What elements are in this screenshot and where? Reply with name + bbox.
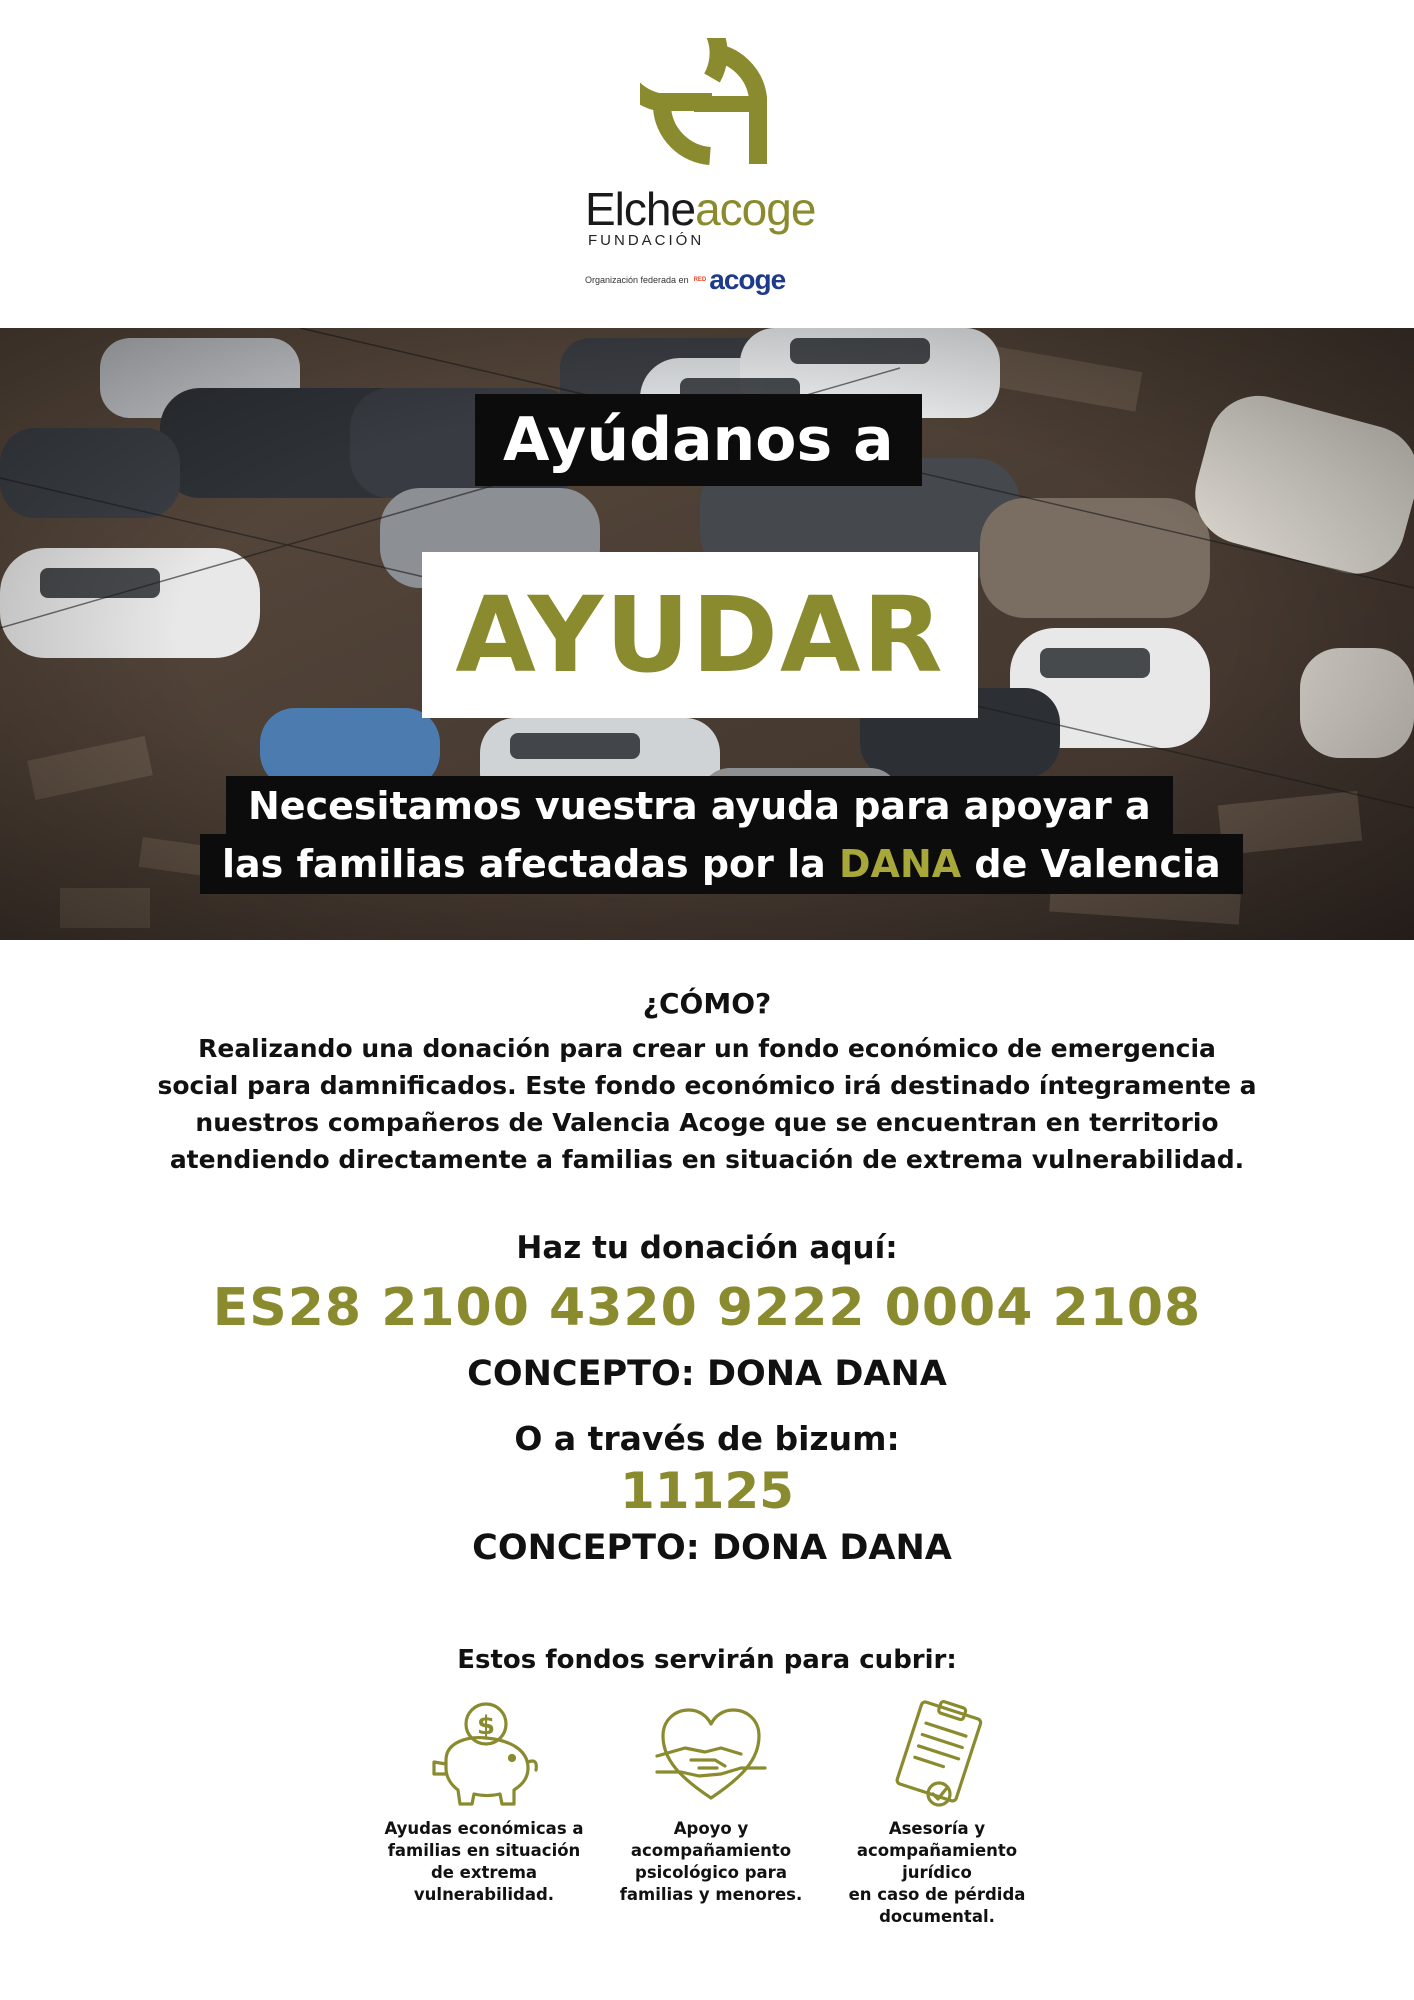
clipboard-check-icon [877,1698,997,1810]
hero-headline: Ayúdanos a [475,394,922,486]
feature-legal-advice-text: Asesoría y acompañamiento jurídico en caso de pérdida documental. [848,1819,1026,1926]
brand-name: Elcheacoge [585,183,816,235]
bizum-concept: CONCEPTO: DONA DANA [472,1528,952,1568]
bank-concept: CONCEPTO: DONA DANA [467,1354,947,1394]
federation-text: Organización federada en [585,275,689,285]
brand-subtitle: FUNDACIÓN [588,232,705,249]
feature-legal-advice [822,1698,1052,1928]
bizum-title: O a través de bizum: [514,1419,900,1458]
hero-main-word: AYUDAR [422,552,978,718]
elche-acoge-logo-mark [640,38,780,168]
federation-line [585,262,785,298]
red-acoge-logo: acoge [709,264,786,295]
donation-title: Haz tu donación aquí: [516,1230,898,1266]
heart-handshake-icon [651,1698,771,1810]
logo-header [0,0,1414,330]
svg-text:$: $ [476,1711,496,1741]
feature-psychological-support-text: Apoyo y acompañamiento psicológico para familias y menores. [619,1819,803,1904]
feature-psychological-support [596,1698,826,1906]
how-description: Realizando una donación para crear un fondo económico de emergencia social para damnificados. Este fondo económico irá destinado íntegramente a nuestros compañeros de Valencia Acoge que se encuentran en territorio atendiendo directamente a familias en situación de extrema vulnerabilidad. [157,1034,1257,1174]
funds-title: Estos fondos servirán para cubrir: [457,1645,957,1675]
hero-banner [0,328,1414,940]
how-title: ¿CÓMO? [642,987,772,1020]
iban-number: ES28 2100 4320 9222 0004 2108 [212,1278,1202,1338]
bizum-number: 11125 [620,1462,794,1520]
hero-subtitle-line1: Necesitamos vuestra ayuda para apoyar a [226,776,1173,836]
dana-highlight: DANA [839,842,962,886]
federation-red: RED [693,277,707,283]
piggy-bank-icon [424,1698,544,1810]
hero-subtitle-line2: las familias afectadas por la DANA de Valencia [200,834,1243,894]
feature-economic-aid [369,1698,599,1906]
feature-economic-aid-text: Ayudas económicas a familias en situación de extrema vulnerabilidad. [384,1819,584,1904]
